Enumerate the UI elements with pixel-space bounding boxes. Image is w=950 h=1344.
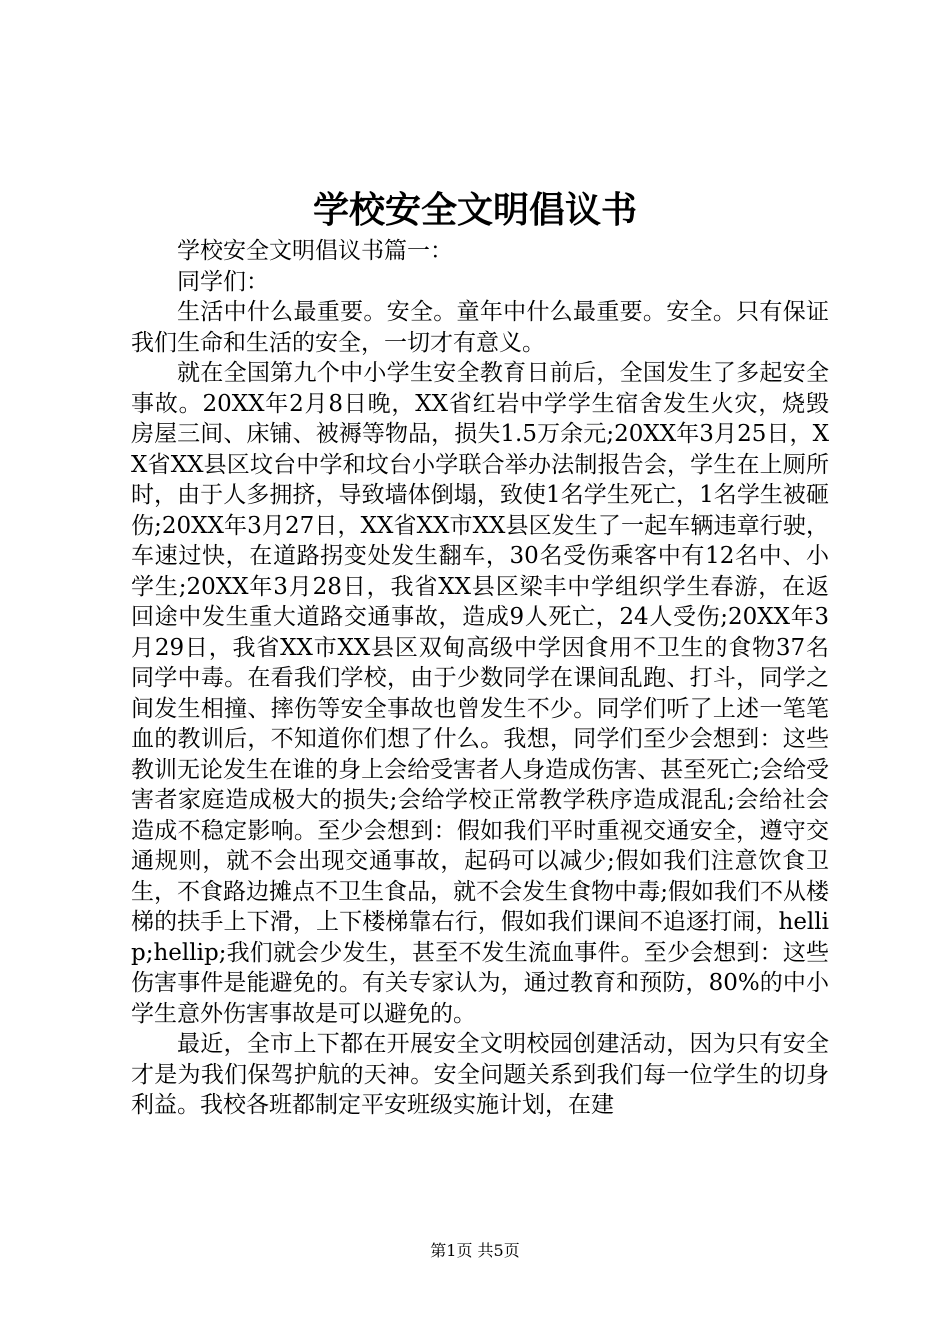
- body-paragraph: 最近，全市上下都在开展安全文明校园创建活动，因为只有安全才是为我们保驾护航的天神。安全问题关系到我们每一位学生的切身利益。我校各班都制定平安班级实施计划，在建: [131, 1031, 829, 1118]
- body-paragraph: 生活中什么最重要。安全。童年中什么最重要。安全。只有保证我们生命和生活的安全，一切才有意义。: [131, 299, 829, 356]
- section-heading: 学校安全文明倡议书篇一：: [177, 238, 453, 264]
- page-footer: 第1页 共5页: [430, 1241, 520, 1260]
- document-body: [131, 236, 829, 1121]
- body-paragraph: 就在全国第九个中小学生安全教育日前后，全国发生了多起安全事故。20XX年2月8日晚，XX省红岩中学学生宿舍发生火灾，烧毁房屋三间、床铺、被褥等物品，损失1.5万余元;20XX年3月25日，XX省XX县区坟台中学和坟台小学联合举办法制报告会，学生在上厕所时，由于人多拥挤，导致墙体倒塌，致使1名学生死亡，1名学生被砸伤;20XX年3月27日，XX省XX市XX县区发生了一起车辆违章行驶，车速过快，在道路拐变处发生翻车，30名受伤乘客中有12名中、小学生;20XX年3月28日，我省XX县区梁丰中学组织学生春游，在返回途中发生重大道路交通事故，造成9人死亡，24人受伤;20XX年3月29日，我省XX市XX县区双甸高级中学因食用不卫生的食物37名同学中毒。在看我们学校，由于少数同学在课间乱跑、打斗，同学之间发生相撞、摔伤等安全事故也曾发生不少。同学们听了上述一笔笔血的教训后，不知道你们想了什么。我想，同学们至少会想到：这些教训无论发生在谁的身上会给受害者人身造成伤害、甚至死亡;会给受害者家庭造成极大的损失;会给学校正常教学秩序造成混乱;会给社会造成不稳定影响。至少会想到：假如我们平时重视交通安全，遵守交通规则，就不会出现交通事故，起码可以减少;假如我们注意饮食卫生，不食路边摊点不卫生食品，就不会发生食物中毒;假如我们不从楼梯的扶手上下滑，上下楼梯靠右行，假如我们课间不追逐打闹，hellip;hellip;我们就会少发生，甚至不发生流血事件。至少会想到：这些伤害事件是能避免的。有关专家认为，通过教育和预防，80%的中小学生意外伤害事故是可以避免的。: [131, 360, 829, 1027]
- document-title: 学校安全文明倡议书: [312, 189, 637, 231]
- salutation: 同学们：: [177, 268, 269, 295]
